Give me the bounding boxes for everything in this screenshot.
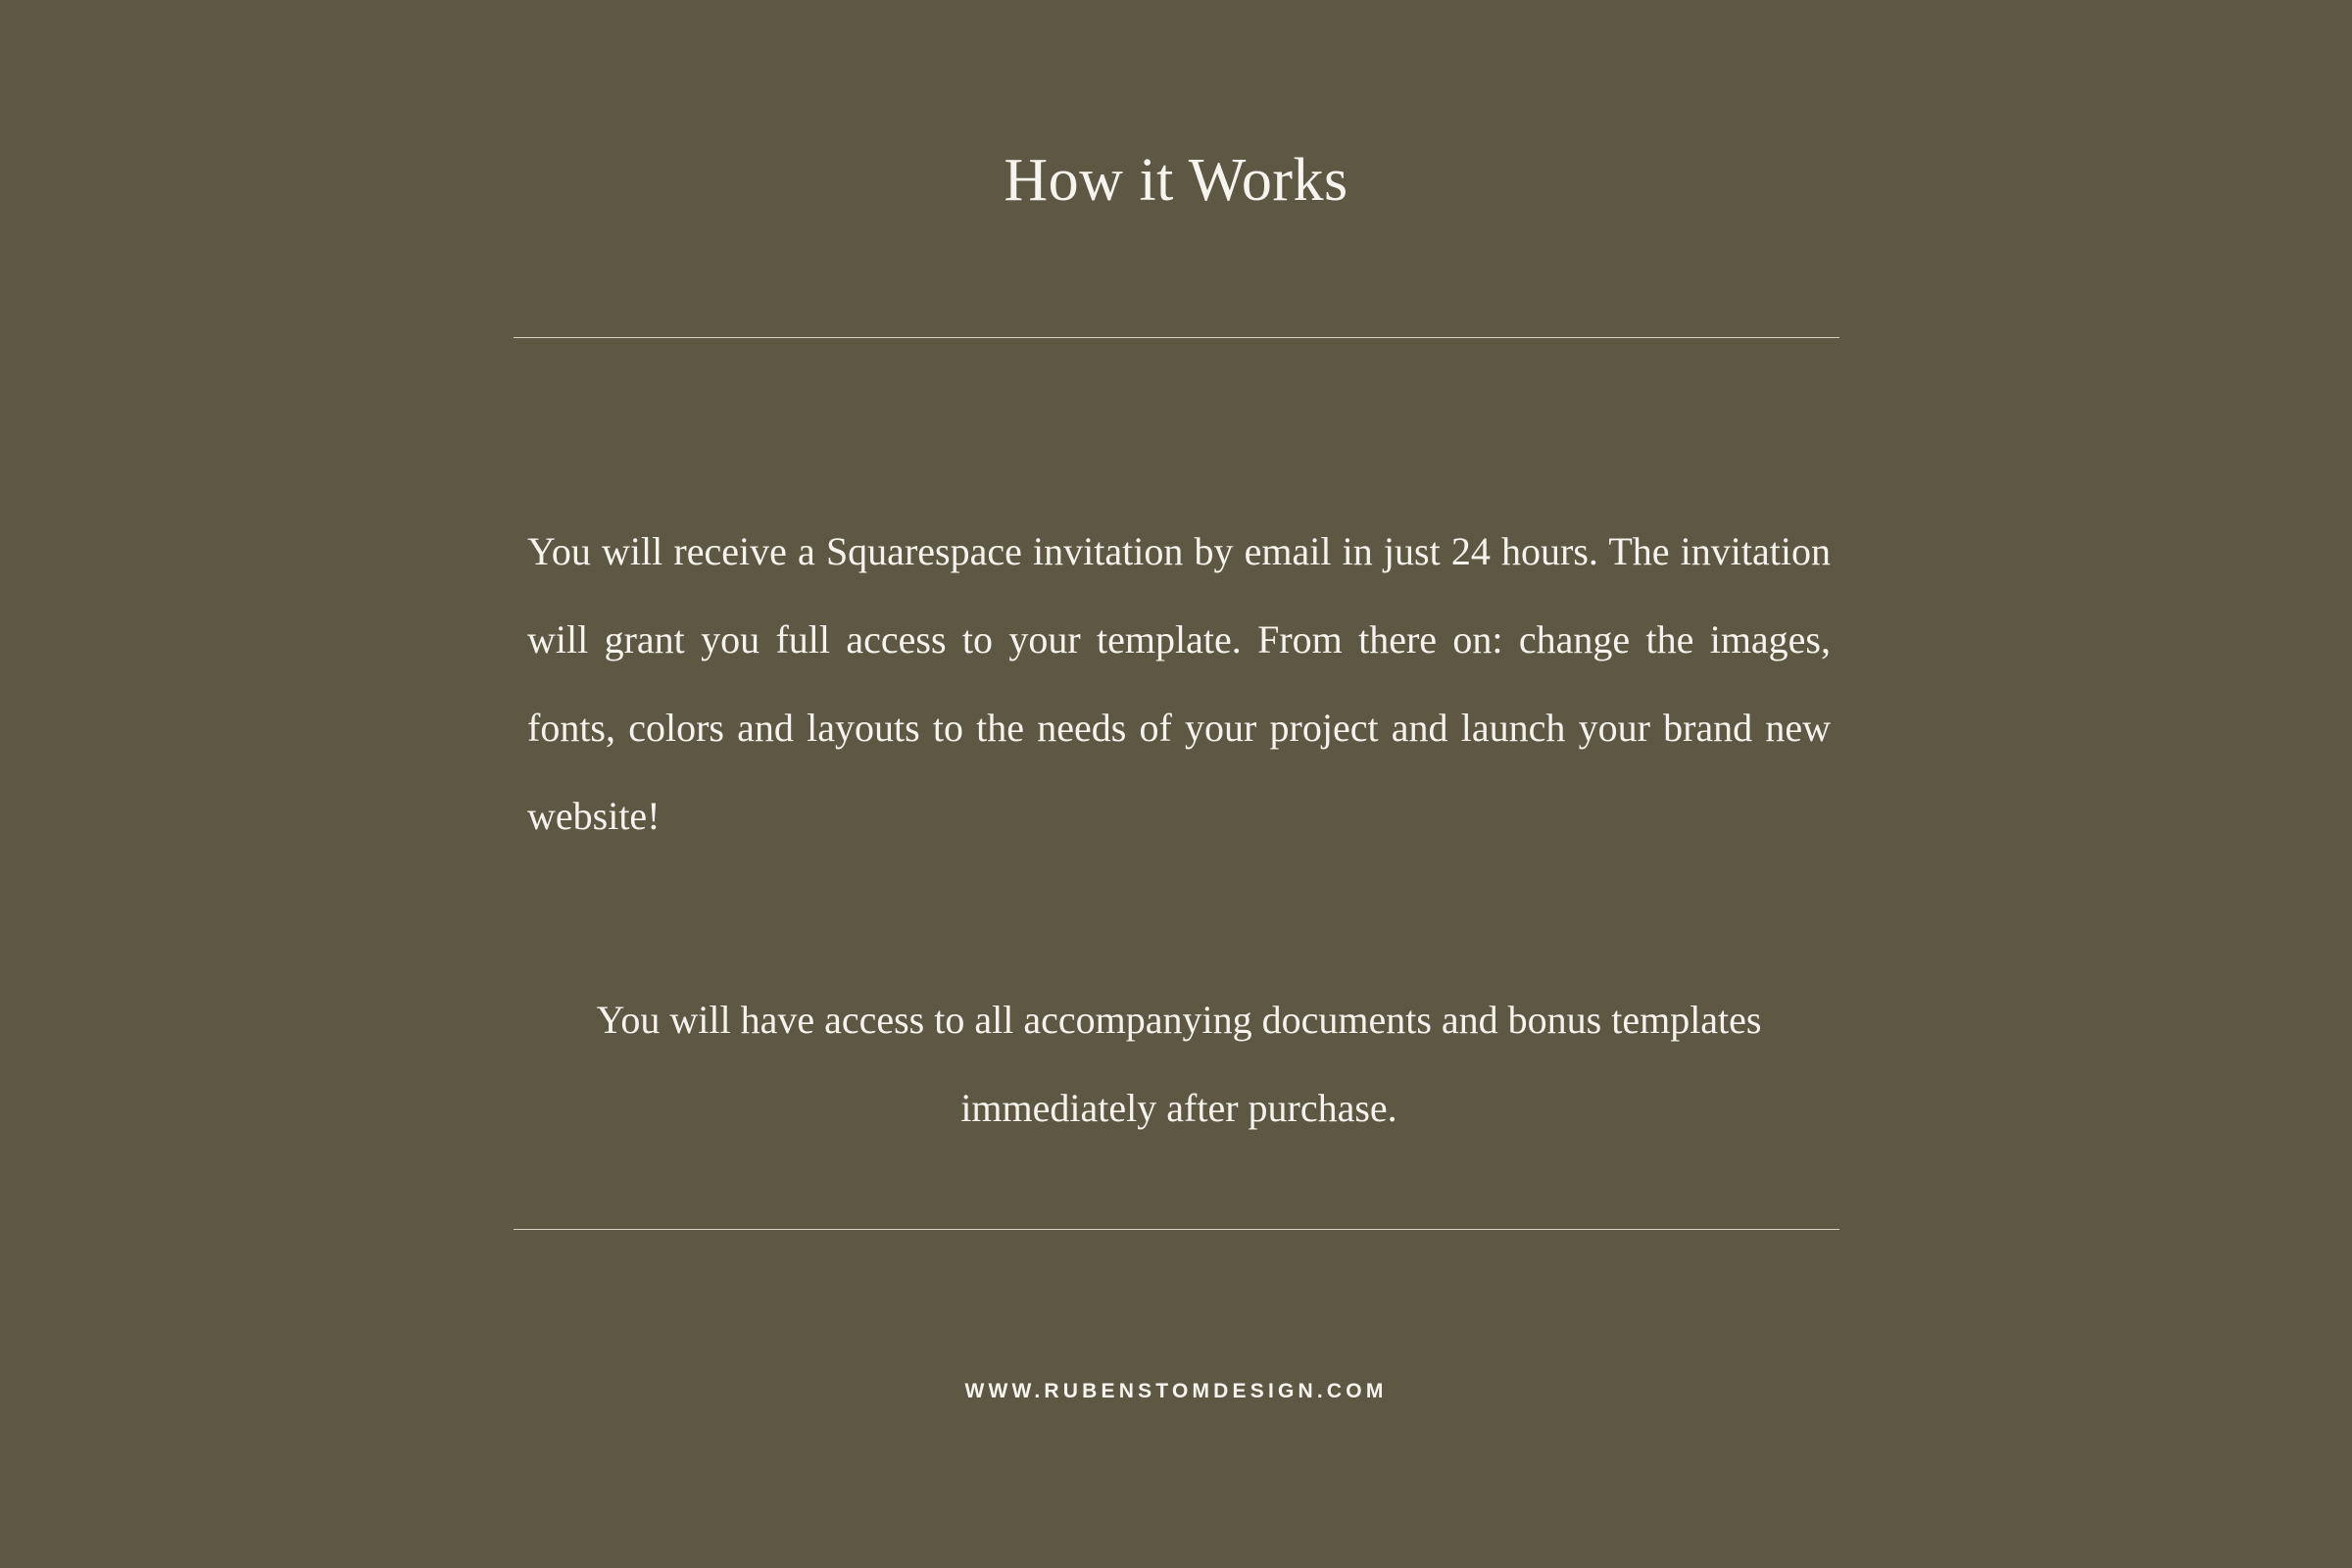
divider-bottom: [514, 1229, 1839, 1230]
page-title: How it Works: [1004, 146, 1348, 214]
divider-top: [514, 337, 1839, 338]
footer-website-url: WWW.RUBENSTOMDESIGN.COM: [964, 1380, 1388, 1402]
body-paragraph-2: You will have access to all accompanying documents and bonus templates immediately after purchase.: [596, 998, 1762, 1130]
body-paragraph-1: You will receive a Squarespace invitation by email in just 24 hours. The invitation will grant you full access to your template. From there on: change the images, fonts, colors and layouts to the needs of your project and launch your brand new website!: [527, 529, 1831, 838]
